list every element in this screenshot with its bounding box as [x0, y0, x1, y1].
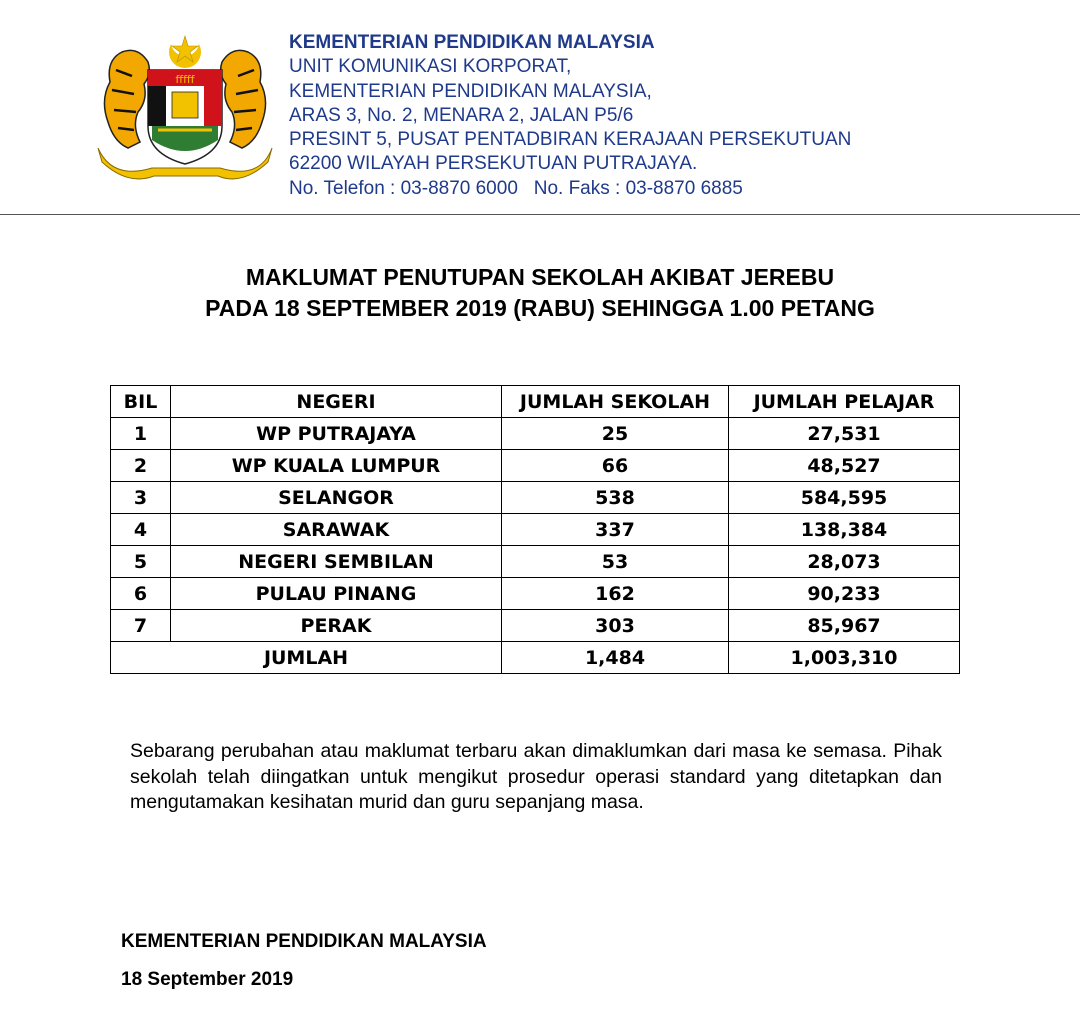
- total-jumlah-sekolah: 1,484: [502, 642, 729, 674]
- cell-negeri: PULAU PINANG: [171, 578, 502, 610]
- table-row: [111, 610, 960, 642]
- header-divider: [0, 214, 1080, 215]
- table-header-row: [111, 386, 960, 418]
- column-header-jumlah-pelajar: JUMLAH PELAJAR: [729, 386, 960, 418]
- right-tiger: [221, 50, 266, 148]
- signoff-organization: KEMENTERIAN PENDIDIKAN MALAYSIA: [121, 931, 487, 952]
- cell-bil: 7: [111, 610, 171, 642]
- cell-negeri: SELANGOR: [171, 482, 502, 514]
- table-row: [111, 514, 960, 546]
- letterhead: [289, 31, 851, 201]
- address-line: 62200 WILAYAH PERSEKUTUAN PUTRAJAYA.: [289, 153, 698, 175]
- cell-bil: 1: [111, 418, 171, 450]
- total-jumlah-pelajar: 1,003,310: [729, 642, 960, 674]
- address-line: KEMENTERIAN PENDIDIKAN MALAYSIA,: [289, 80, 652, 102]
- table-row: [111, 546, 960, 578]
- cell-negeri: WP PUTRAJAYA: [171, 418, 502, 450]
- cell-jumlah-sekolah: 303: [502, 610, 729, 642]
- address-line: UNIT KOMUNIKASI KORPORAT,: [289, 56, 572, 78]
- table-row: [111, 482, 960, 514]
- cell-jumlah-sekolah: 337: [502, 514, 729, 546]
- cell-bil: 3: [111, 482, 171, 514]
- svg-text:fffff: fffff: [175, 73, 195, 86]
- cell-negeri: SARAWAK: [171, 514, 502, 546]
- cell-negeri: WP KUALA LUMPUR: [171, 450, 502, 482]
- cell-jumlah-sekolah: 162: [502, 578, 729, 610]
- cell-jumlah-sekolah: 66: [502, 450, 729, 482]
- cell-jumlah-pelajar: 28,073: [729, 546, 960, 578]
- cell-negeri: NEGERI SEMBILAN: [171, 546, 502, 578]
- cell-bil: 2: [111, 450, 171, 482]
- column-header-bil: BIL: [111, 386, 171, 418]
- cell-jumlah-pelajar: 85,967: [729, 610, 960, 642]
- column-header-negeri: NEGERI: [171, 386, 502, 418]
- table-total-row: [111, 642, 960, 674]
- address-line: ARAS 3, No. 2, MENARA 2, JALAN P5/6: [289, 104, 634, 126]
- document-title: [0, 262, 1080, 324]
- cell-jumlah-pelajar: 27,531: [729, 418, 960, 450]
- cell-jumlah-pelajar: 138,384: [729, 514, 960, 546]
- total-label: JUMLAH: [111, 642, 502, 674]
- title-line-2: PADA 18 SEPTEMBER 2019 (RABU) SEHINGGA 1.00 PETANG: [205, 295, 875, 321]
- cell-jumlah-pelajar: 48,527: [729, 450, 960, 482]
- left-tiger: [104, 50, 149, 148]
- cell-bil: 5: [111, 546, 171, 578]
- table-row: [111, 450, 960, 482]
- signoff-date: 18 September 2019: [121, 969, 294, 990]
- letterhead-organization: KEMENTERIAN PENDIDIKAN MALAYSIA: [289, 32, 655, 53]
- title-line-1: MAKLUMAT PENUTUPAN SEKOLAH AKIBAT JEREBU: [245, 264, 835, 290]
- cell-jumlah-pelajar: 90,233: [729, 578, 960, 610]
- cell-negeri: PERAK: [171, 610, 502, 642]
- address-line: PRESINT 5, PUSAT PENTADBIRAN KERAJAAN PERSEKUTUAN: [289, 129, 852, 151]
- cell-jumlah-sekolah: 53: [502, 546, 729, 578]
- notice-paragraph: Sebarang perubahan atau maklumat terbaru akan dimaklumkan dari masa ke semasa. Pihak sekolah telah diingatkan untuk mengikut prosedur operasi standard yang ditetapkan dan mengutamakan kesihatan murid dan guru sepanjang masa.: [130, 740, 942, 813]
- table-row: [111, 418, 960, 450]
- cell-jumlah-pelajar: 584,595: [729, 482, 960, 514]
- school-closure-table: [110, 385, 960, 674]
- coat-of-arms-logo: [92, 30, 278, 188]
- column-header-jumlah-sekolah: JUMLAH SEKOLAH: [502, 386, 729, 418]
- cell-jumlah-sekolah: 538: [502, 482, 729, 514]
- cell-jumlah-sekolah: 25: [502, 418, 729, 450]
- cell-bil: 4: [111, 514, 171, 546]
- table-row: [111, 578, 960, 610]
- contact-line: No. Telefon : 03-8870 6000 No. Faks : 03-8870 6885: [289, 177, 743, 199]
- cell-bil: 6: [111, 578, 171, 610]
